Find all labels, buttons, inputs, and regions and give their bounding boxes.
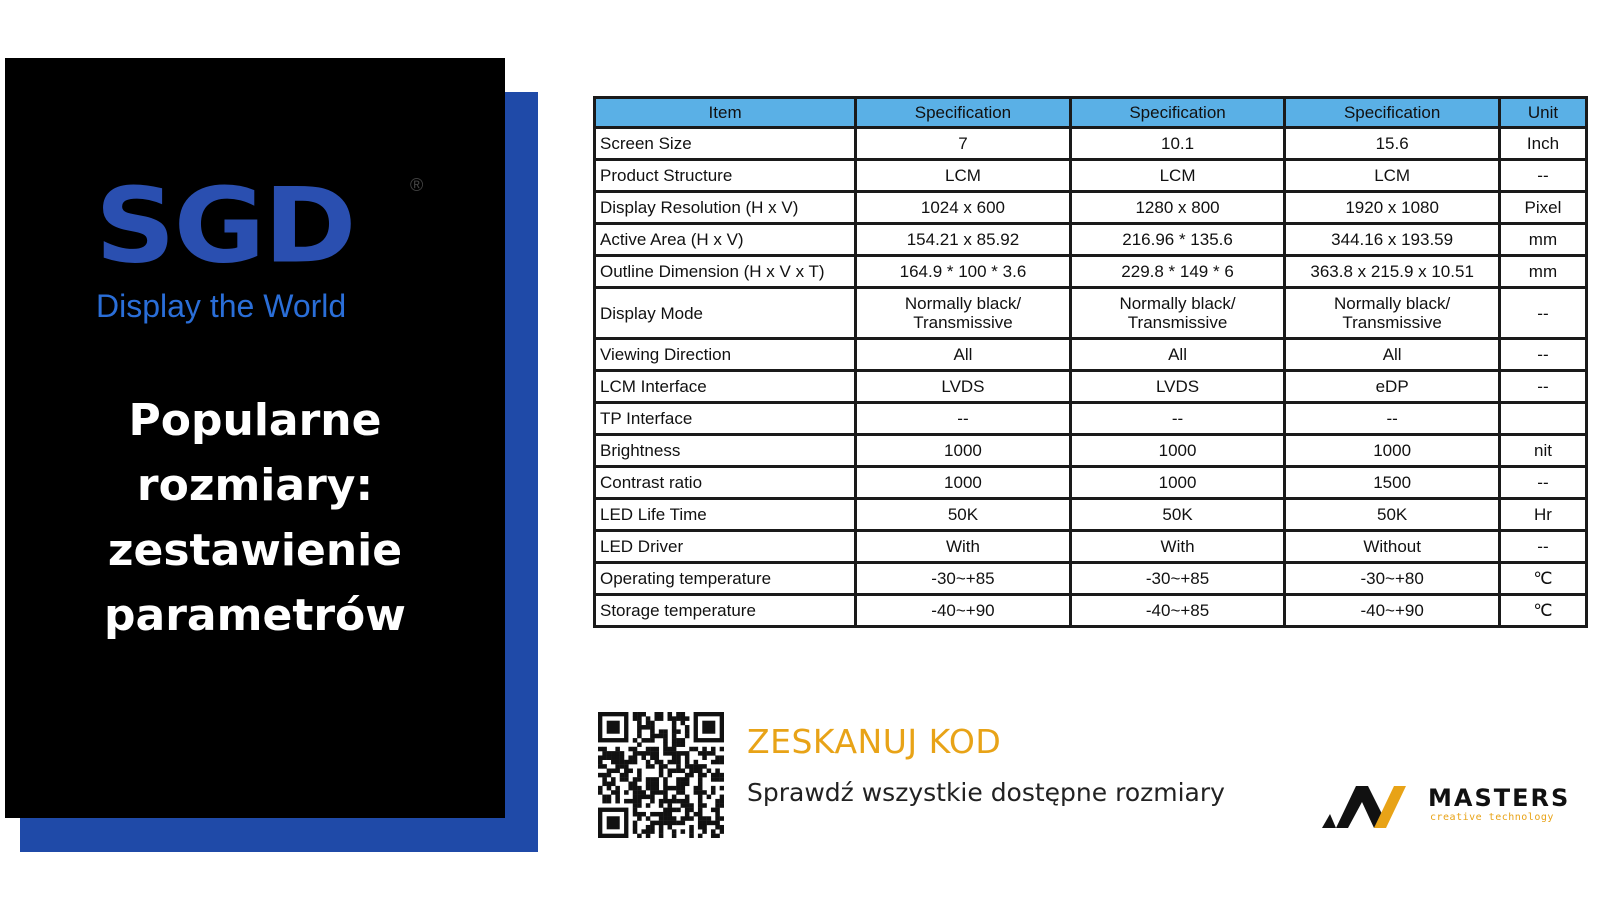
spec-cell: With: [856, 531, 1071, 563]
row-label: Display Mode: [595, 288, 856, 339]
unit-cell: --: [1499, 160, 1586, 192]
spec-cell: 50K: [1285, 499, 1500, 531]
spec-cell: --: [1285, 403, 1500, 435]
unit-cell: [1499, 403, 1586, 435]
spec-cell: -40~+85: [1070, 595, 1285, 627]
unit-cell: --: [1499, 339, 1586, 371]
spec-cell: 229.8 * 149 * 6: [1070, 256, 1285, 288]
row-label: LCM Interface: [595, 371, 856, 403]
qr-code-icon[interactable]: [598, 712, 724, 838]
unit-cell: mm: [1499, 256, 1586, 288]
spec-table: [593, 96, 1588, 628]
spec-cell: All: [1285, 339, 1500, 371]
table-row: [595, 595, 1587, 627]
row-label: LED Life Time: [595, 499, 856, 531]
headline-line: rozmiary:: [136, 460, 374, 511]
masters-name: MASTERS: [1428, 784, 1571, 812]
spec-cell: 50K: [1070, 499, 1285, 531]
spec-cell: LCM: [1070, 160, 1285, 192]
spec-cell: 363.8 x 215.9 x 10.51: [1285, 256, 1500, 288]
spec-cell: 1024 x 600: [856, 192, 1071, 224]
row-label: Active Area (H x V): [595, 224, 856, 256]
spec-cell: With: [1070, 531, 1285, 563]
table-row: [595, 467, 1587, 499]
unit-cell: --: [1499, 371, 1586, 403]
spec-cell: --: [856, 403, 1071, 435]
table-row: [595, 256, 1587, 288]
table-row: [595, 192, 1587, 224]
registered-mark: ®: [410, 175, 424, 195]
row-label: TP Interface: [595, 403, 856, 435]
row-label: LED Driver: [595, 531, 856, 563]
row-label: Contrast ratio: [595, 467, 856, 499]
table-body: [595, 128, 1587, 627]
spec-cell: -30~+85: [856, 563, 1071, 595]
spec-cell: All: [1070, 339, 1285, 371]
sgd-tagline: Display the World: [96, 288, 347, 324]
row-label: Brightness: [595, 435, 856, 467]
spec-cell: 1920 x 1080: [1285, 192, 1500, 224]
spec-cell: -30~+80: [1285, 563, 1500, 595]
unit-cell: nit: [1499, 435, 1586, 467]
spec-cell: LVDS: [1070, 371, 1285, 403]
spec-cell: 1000: [856, 435, 1071, 467]
headline: [20, 388, 490, 648]
qr-code-graphic: [598, 712, 724, 838]
spec-cell: Normally black/ Transmissive: [1285, 288, 1500, 339]
table-header-row: [595, 98, 1587, 128]
table-row: [595, 288, 1587, 339]
row-label: Outline Dimension (H x V x T): [595, 256, 856, 288]
unit-cell: --: [1499, 288, 1586, 339]
spec-cell: 7: [856, 128, 1071, 160]
spec-cell: All: [856, 339, 1071, 371]
row-label: Product Structure: [595, 160, 856, 192]
unit-cell: ℃: [1499, 595, 1586, 627]
headline-line: Popularne: [128, 395, 382, 446]
table-row: [595, 403, 1587, 435]
table-row: [595, 339, 1587, 371]
unit-cell: ℃: [1499, 563, 1586, 595]
column-header: Specification: [856, 98, 1071, 128]
masters-logo-icon: [1322, 778, 1412, 830]
spec-cell: Without: [1285, 531, 1500, 563]
column-header: Specification: [1285, 98, 1500, 128]
spec-cell: LVDS: [856, 371, 1071, 403]
unit-cell: --: [1499, 531, 1586, 563]
spec-cell: 344.16 x 193.59: [1285, 224, 1500, 256]
sgd-logo: [95, 166, 435, 287]
table-row: [595, 160, 1587, 192]
spec-cell: -40~+90: [1285, 595, 1500, 627]
spec-cell: Normally black/ Transmissive: [856, 288, 1071, 339]
table-row: [595, 128, 1587, 160]
row-label: Storage temperature: [595, 595, 856, 627]
unit-cell: Pixel: [1499, 192, 1586, 224]
column-header: Unit: [1499, 98, 1586, 128]
headline-line: parametrów: [104, 590, 406, 641]
spec-cell: 1500: [1285, 467, 1500, 499]
unit-cell: Inch: [1499, 128, 1586, 160]
unit-cell: mm: [1499, 224, 1586, 256]
row-label: Viewing Direction: [595, 339, 856, 371]
spec-cell: Normally black/ Transmissive: [1070, 288, 1285, 339]
masters-tagline: creative technology: [1430, 812, 1554, 823]
row-label: Display Resolution (H x V): [595, 192, 856, 224]
cta-title: ZESKANUJ KOD: [747, 722, 1002, 761]
sgd-logo-text: SGD: [95, 166, 355, 287]
cta-subtitle: Sprawdź wszystkie dostępne rozmiary: [747, 778, 1225, 807]
spec-cell: 154.21 x 85.92: [856, 224, 1071, 256]
spec-cell: LCM: [1285, 160, 1500, 192]
spec-cell: --: [1070, 403, 1285, 435]
spec-cell: 1000: [1070, 467, 1285, 499]
spec-cell: 50K: [856, 499, 1071, 531]
spec-cell: -30~+85: [1070, 563, 1285, 595]
row-label: Screen Size: [595, 128, 856, 160]
table-row: [595, 224, 1587, 256]
column-header: Item: [595, 98, 856, 128]
spec-cell: 1000: [1070, 435, 1285, 467]
spec-cell: 1000: [1285, 435, 1500, 467]
spec-cell: 216.96 * 135.6: [1070, 224, 1285, 256]
spec-cell: 1000: [856, 467, 1071, 499]
table-row: [595, 499, 1587, 531]
column-header: Specification: [1070, 98, 1285, 128]
unit-cell: Hr: [1499, 499, 1586, 531]
spec-cell: 15.6: [1285, 128, 1500, 160]
spec-cell: eDP: [1285, 371, 1500, 403]
table-row: [595, 531, 1587, 563]
spec-cell: 10.1: [1070, 128, 1285, 160]
table-row: [595, 371, 1587, 403]
spec-cell: -40~+90: [856, 595, 1071, 627]
table-row: [595, 435, 1587, 467]
unit-cell: --: [1499, 467, 1586, 499]
headline-line: zestawienie: [107, 525, 403, 576]
table-row: [595, 563, 1587, 595]
spec-cell: 164.9 * 100 * 3.6: [856, 256, 1071, 288]
spec-cell: 1280 x 800: [1070, 192, 1285, 224]
spec-cell: LCM: [856, 160, 1071, 192]
row-label: Operating temperature: [595, 563, 856, 595]
